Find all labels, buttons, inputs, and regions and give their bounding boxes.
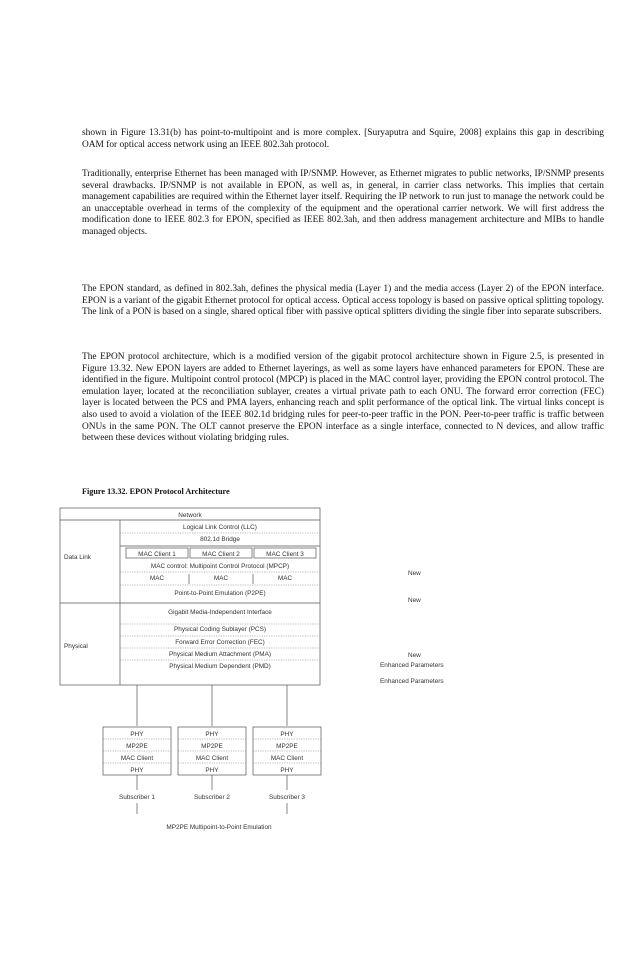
subscriber-stack-3: [253, 727, 321, 775]
sub1-phy-top: PHY: [130, 731, 144, 738]
layer-bridge: 802.1d Bridge: [200, 536, 240, 543]
annotation-pma: Enhanced Parameters: [380, 662, 444, 669]
sub2-phy-top: PHY: [205, 731, 219, 738]
layer-p2pe: Point-to-Point Emulation (P2PE): [174, 590, 266, 597]
mac-client-1: MAC Client 1: [138, 551, 176, 558]
layer-fec: Forward Error Correction (FEC): [175, 639, 265, 646]
layer-gmii: Gigabit Media-Independent Interface: [168, 609, 272, 616]
mac-client-2: MAC Client 2: [202, 551, 240, 558]
annotation-p2pe: New: [408, 597, 421, 604]
layer-mac-control: MAC control: Multipoint Control Protocol (MPCP): [150, 563, 290, 570]
subscriber-stack-1: [103, 727, 171, 775]
mac-client-3: MAC Client 3: [266, 551, 304, 558]
group-physical: Physical: [64, 643, 88, 650]
sub1-mac-client: MAC Client: [120, 755, 154, 762]
sub2-mp2pe: MP2PE: [201, 743, 223, 750]
annotation-fec: New: [408, 652, 421, 659]
sub3-phy-bottom: PHY: [280, 767, 294, 774]
sub3-mp2pe: MP2PE: [276, 743, 298, 750]
sub3-mac-client: MAC Client: [270, 755, 304, 762]
sub3-phy-top: PHY: [280, 731, 294, 738]
paragraph-2: Traditionally, enterprise Ethernet has been managed with IP/SNMP. However, as Ethernet migrates to public networks, IP/SNMP presents several drawbacks. IP/SNMP is not available in EPON, as well as, in general, in carrier class networks. This implies that certain management capabilities are required within the Ethernet layer itself. Requiring the IP network to run just to manage the network could be an unacceptable overhead in terms of the complexity of the equipment and the operational carrier network. We will first address the modification done to IEEE 802.3 for EPON, specified as IEEE 802.3ah, and then address management architecture and MIBs to handle managed objects.: [82, 169, 604, 237]
layer-pmd: Physical Medium Dependent (PMD): [169, 663, 271, 670]
subscriber-2-label: Subscriber 2: [194, 794, 230, 801]
sub1-mp2pe: MP2PE: [126, 743, 148, 750]
paragraph-4: The EPON protocol architecture, which is a modified version of the gigabit protocol architecture shown in Figure 2.5, is presented in Figure 13.32. New EPON layers are added to Ethernet layerings, as well as some layers have enhanced parameters for EPON. These are identified in the figure. Multipoint control protocol (MPCP) is placed in the MAC control layer, providing the EPON control protocol. The emulation layer, located at the reconciliation sublayer, creates a virtual private path to each ONU. The forward error correction (FEC) layer is located between the PCS and PMA layers, enhancing reach and split performance of the optical link. The virtual links concept is also used to avoid a violation of the IEEE 802.1d bridging rules for peer-to-peer traffic in the PON. Peer-to-peer traffic is traffic between ONUs in the same PON. The OLT cannot preserve the EPON interface as a single interface, connected to N devices, and allow traffic between these devices without violating bridging rules.: [82, 352, 604, 444]
subscriber-stack-2: [178, 727, 246, 775]
figure-footnote: MP2PE Multipoint-to-Point Emulation: [166, 824, 272, 831]
paragraph-1: shown in Figure 13.31(b) has point-to-multipoint and is more complex. [Suryaputra and Squire, 2008] explains this gap in describing OAM for optical access network using an IEEE 802.3ah protocol.: [82, 128, 604, 150]
mac-2: MAC: [213, 575, 229, 582]
annotation-mpcp: New: [408, 570, 421, 577]
group-data-link: Data Link: [64, 554, 91, 561]
paragraph-3: The EPON standard, as defined in 802.3ah, defines the physical media (Layer 1) and the media access (Layer 2) of the EPON interface. EPON is a variant of the gigabit Ethernet protocol for optical access. Optical access topology is based on passive optical splitting topology. The link of a PON is based on a single, shared optical fiber with passive optical splitters dividing the single fiber into separate subscribers.: [82, 284, 604, 318]
subscriber-3-label: Subscriber 3: [269, 794, 305, 801]
annotation-pmd: Enhanced Parameters: [380, 678, 444, 685]
figure-caption: Figure 13.32. EPON Protocol Architecture: [82, 487, 230, 496]
mac-3: MAC: [277, 575, 293, 582]
sub2-mac-client: MAC Client: [195, 755, 229, 762]
sub1-phy-bottom: PHY: [130, 767, 144, 774]
layer-pma: Physical Medium Attachment (PMA): [169, 651, 271, 658]
layer-llc: Logical Link Control (LLC): [183, 524, 257, 531]
layer-network: Network: [178, 512, 202, 519]
subscriber-1-label: Subscriber 1: [119, 794, 155, 801]
layer-pcs: Physical Coding Sublayer (PCS): [174, 626, 266, 633]
sub2-phy-bottom: PHY: [205, 767, 219, 774]
mac-1: MAC: [149, 575, 165, 582]
